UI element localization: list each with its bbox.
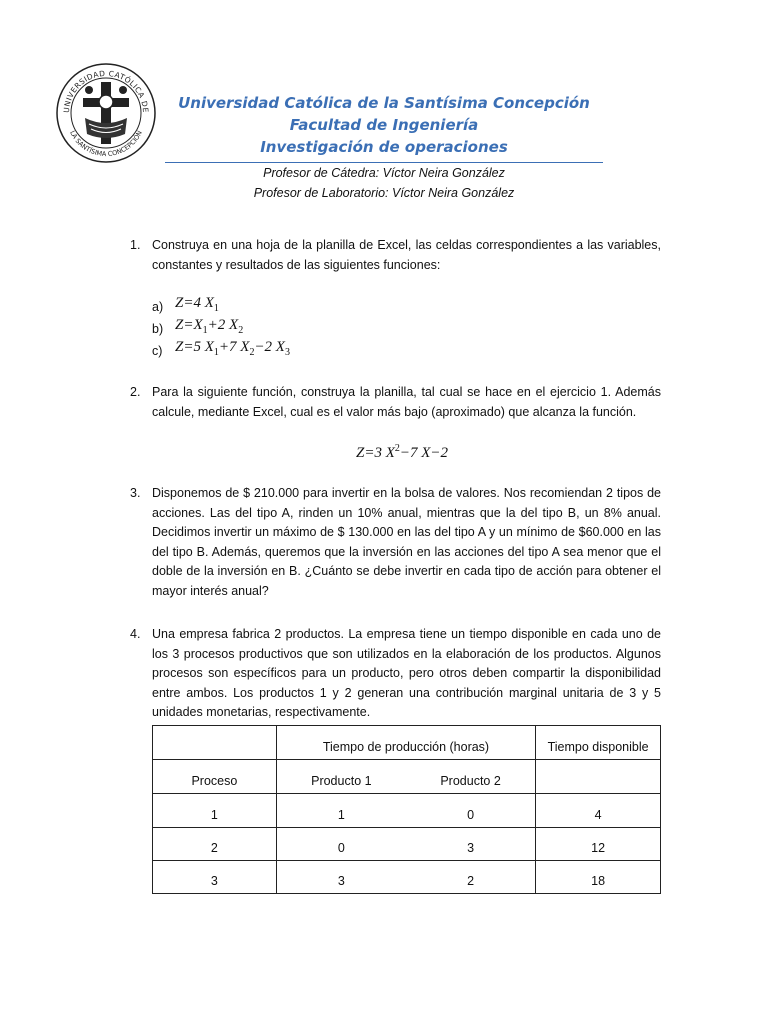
option-a bbox=[152, 300, 163, 314]
table-available-header: Tiempo disponible bbox=[536, 726, 661, 760]
table-cell: 18 bbox=[536, 861, 661, 894]
header-divider bbox=[165, 162, 603, 163]
table-subheader-row bbox=[153, 760, 661, 794]
lab-professor-line: Profesor de Laboratorio: Víctor Neira González bbox=[253, 186, 515, 200]
svg-text:LA SANTÍSIMA CONCEPCIÓN: LA SANTÍSIMA CONCEPCIÓN bbox=[68, 129, 144, 159]
table-cell bbox=[536, 760, 661, 794]
table-cell: 4 bbox=[536, 794, 661, 828]
table-cell: 2 bbox=[153, 828, 277, 861]
option-label: a) bbox=[152, 300, 164, 314]
question-number: 4. bbox=[130, 627, 141, 641]
faculty-title: Facultad de Ingeniería bbox=[289, 116, 479, 134]
professor-line: Profesor de Cátedra: Víctor Neira González bbox=[263, 166, 505, 180]
option-label: b) bbox=[152, 322, 164, 336]
question-text: Disponemos de $ 210.000 para invertir en la bolsa de valores. Nos recomiendan 2 tipos de acciones. Las del tipo A, rinden un 10% anual, mientras que la del tipo B, un 8% anual. Decidimos invertir un máximo de $ 130.000 en las del tipo A y un mínimo de $60.000 en las del tipo B. Además, queremos que la inversión en las acciones del tipo A sea menor que el doble de la inversión en B. ¿Cuánto se debe invertir en cada tipo de acción para obtener el mayor interés anual? bbox=[152, 486, 661, 598]
option-c bbox=[152, 344, 162, 358]
table-row bbox=[153, 861, 661, 894]
production-table bbox=[152, 725, 661, 894]
university-title: Universidad Católica de la Santísima Concepción bbox=[178, 94, 590, 112]
formula-c: Z=5 $X_1+7$ $X_2-2$ $X_3$ bbox=[175, 339, 290, 358]
table-cell: 3 bbox=[406, 828, 536, 861]
table-cell: 1 bbox=[153, 794, 277, 828]
option-b bbox=[152, 322, 163, 336]
table-column-header: Producto 1 bbox=[276, 760, 406, 794]
question-text: Construya en una hoja de la planilla de Excel, las celdas correspondientes a las variables, constantes y resultados de las siguientes funciones: bbox=[152, 238, 661, 272]
question-number: 3. bbox=[130, 486, 141, 500]
table-group-header: Tiempo de producción (horas) bbox=[276, 726, 535, 760]
table-cell bbox=[153, 726, 277, 760]
table-cell: 12 bbox=[536, 828, 661, 861]
table-cell: 1 bbox=[276, 794, 406, 828]
table-row bbox=[153, 828, 661, 861]
table-cell: 3 bbox=[153, 861, 277, 894]
formula-b: $Z=X_1+2$ $X_2$ bbox=[175, 317, 244, 336]
table-column-header: Proceso bbox=[153, 760, 277, 794]
formula-a: Z=4 $X_1$ bbox=[175, 295, 219, 314]
question-text: Para la siguiente función, construya la planilla, tal cual se hace en el ejercicio 1. Además calcule, mediante Excel, cual es el valor más bajo (aproximado) que alcanza la función. bbox=[152, 385, 661, 419]
question-text: Una empresa fabrica 2 productos. La empresa tiene un tiempo disponible en cada uno de los 3 procesos productivos que son utilizados en la elaboración de los productos. Algunos procesos son específicos para un producto, pero otros deben compartir la disponibilidad entre ambos. Los productos 1 y 2 generan una contribución marginal unitaria de 3 y 5 unidades monetarias, respectivamente. bbox=[152, 627, 661, 719]
course-title: Investigación de operaciones bbox=[260, 138, 508, 156]
table-row bbox=[153, 794, 661, 828]
table-cell: 3 bbox=[276, 861, 406, 894]
table-column-header: Producto 2 bbox=[406, 760, 536, 794]
question-number: 2. bbox=[130, 385, 141, 399]
table-cell: 2 bbox=[406, 861, 536, 894]
table-cell: 0 bbox=[406, 794, 536, 828]
formula-quadratic: Z=3 $X^2-7$ X−2 bbox=[356, 443, 449, 461]
option-label: c) bbox=[152, 344, 163, 358]
table-cell: 0 bbox=[276, 828, 406, 861]
question-number: 1. bbox=[130, 238, 141, 252]
svg-text:UNIVERSIDAD CATÓLICA DE: UNIVERSIDAD CATÓLICA DE bbox=[61, 68, 151, 114]
table-header-row bbox=[153, 726, 661, 760]
